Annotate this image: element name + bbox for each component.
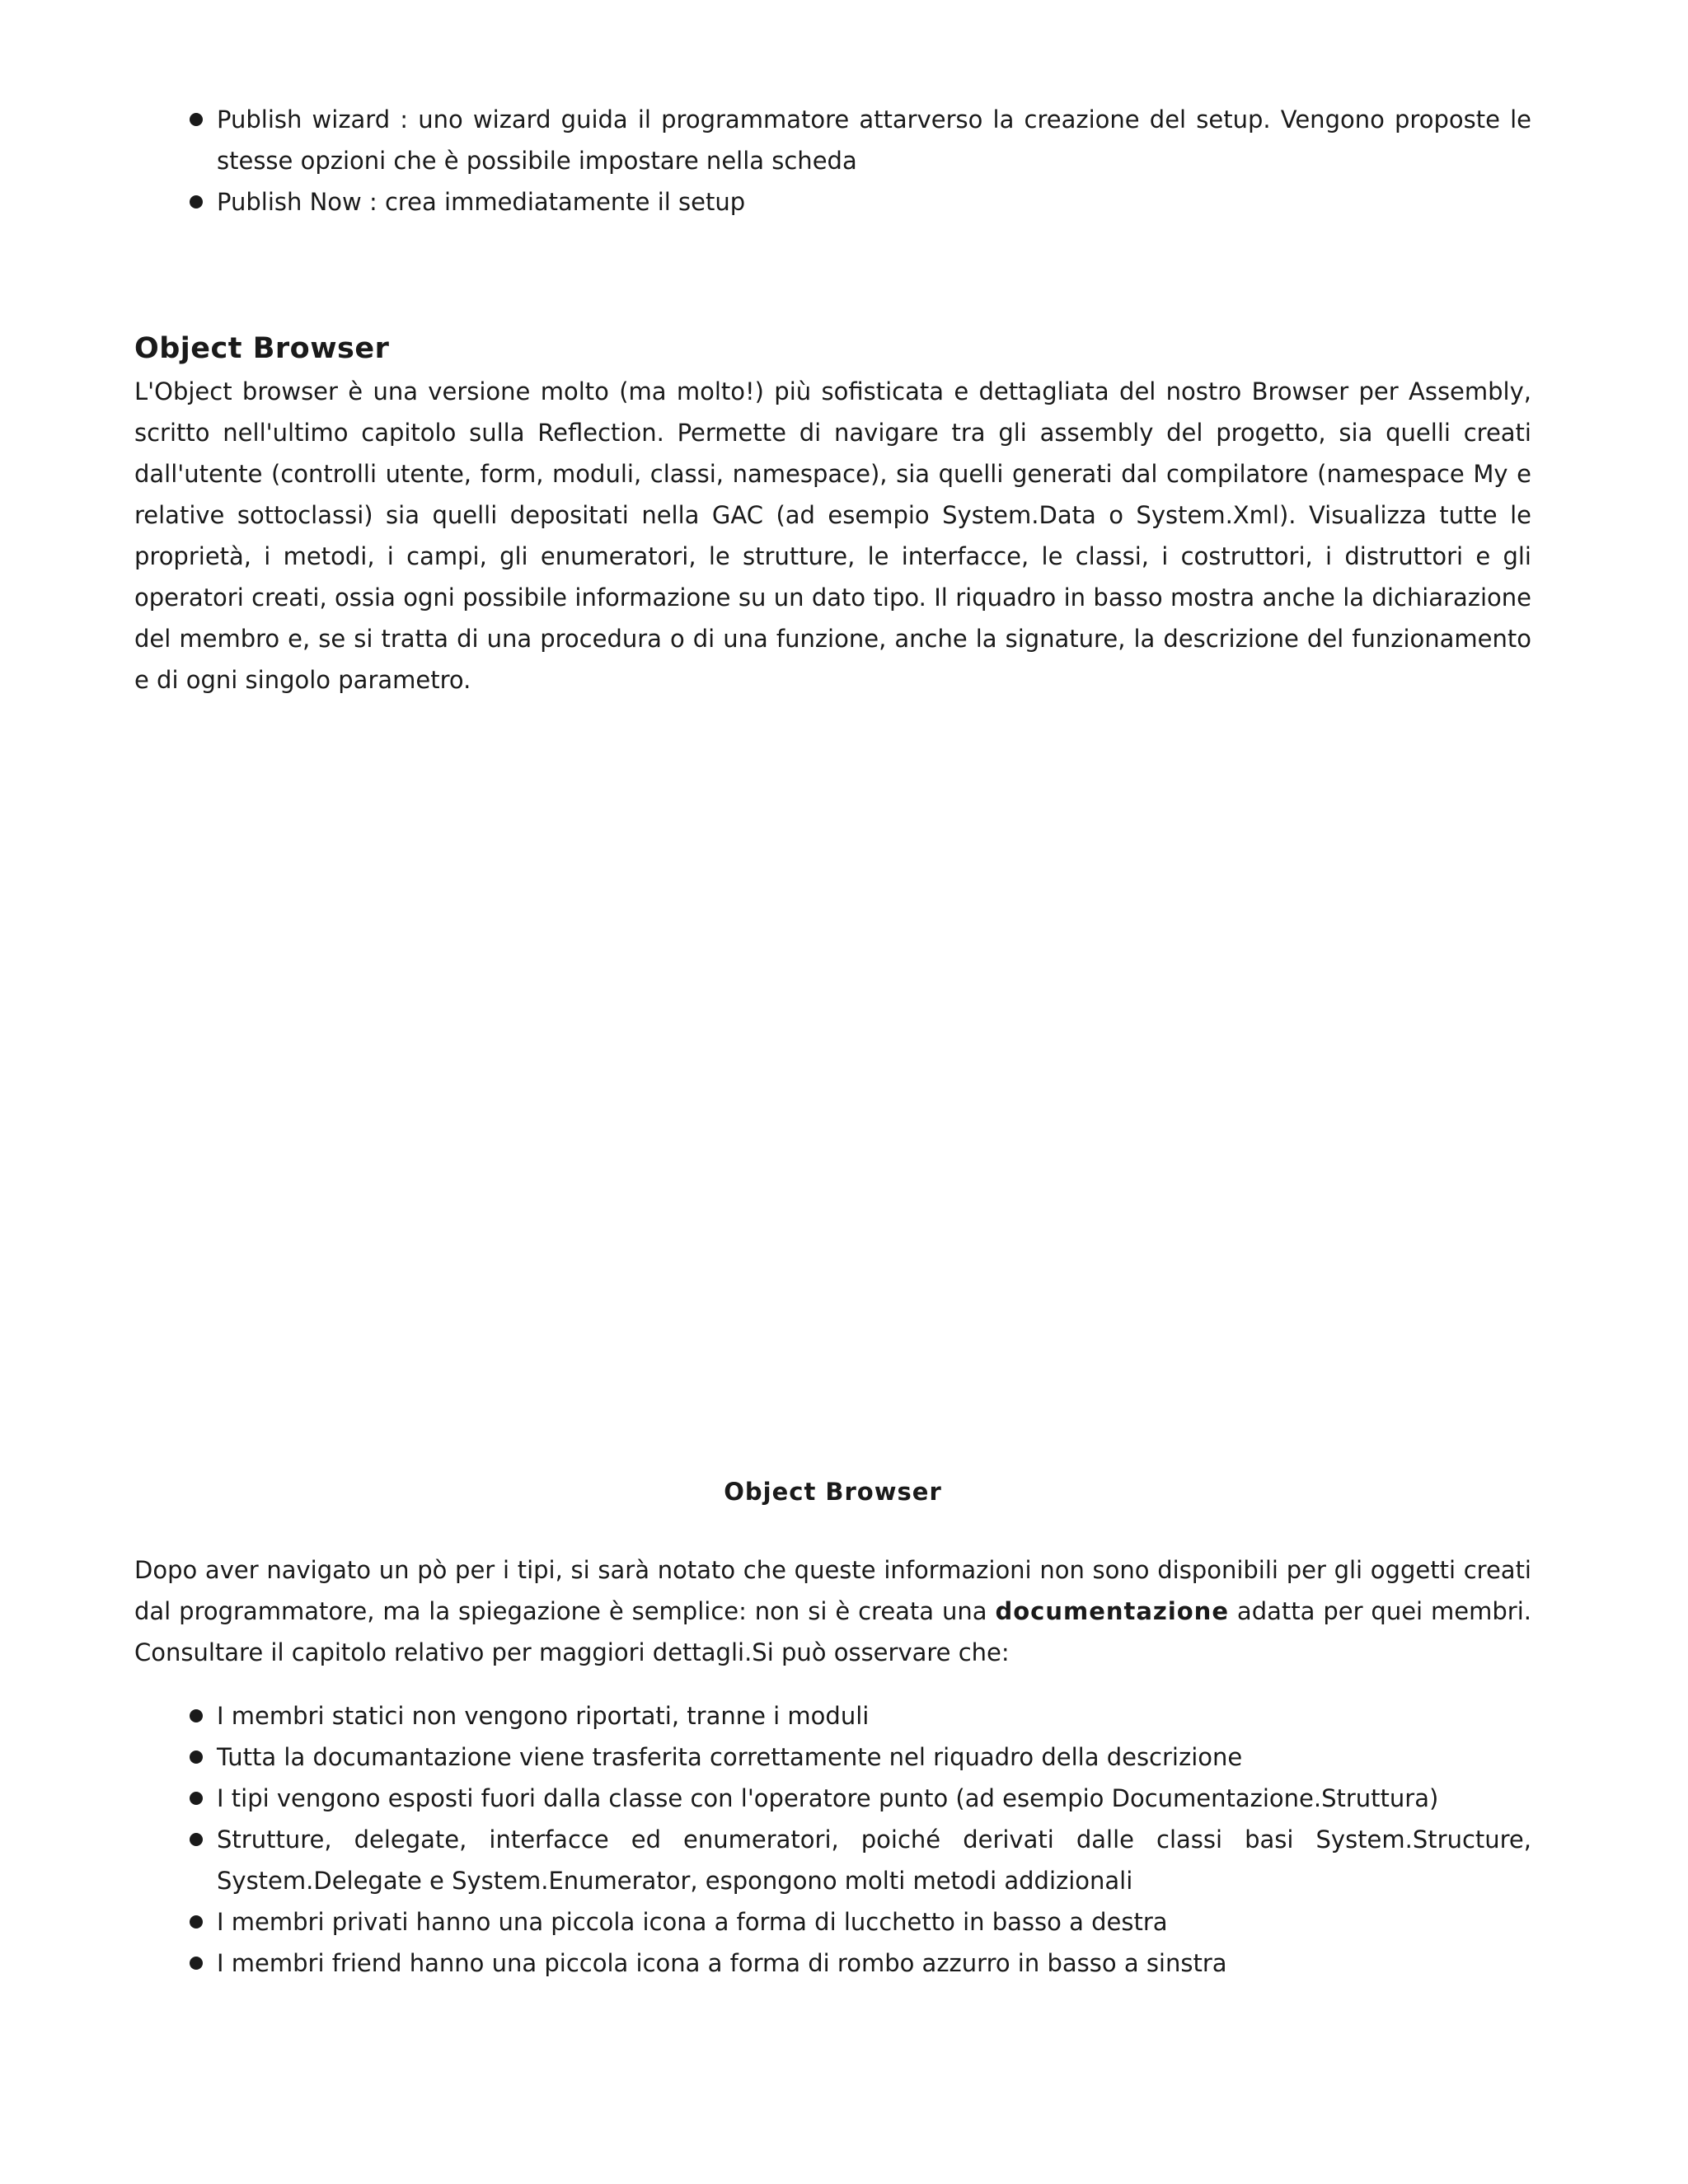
bullet-icon [190,113,203,126]
figure-placeholder [134,742,1531,1459]
list-item [134,1819,1531,1901]
bullet-icon [190,1915,203,1929]
emphasis-text: documentazione [995,1597,1229,1625]
list-item [134,1695,1531,1736]
bullet-icon [190,1833,203,1846]
list-item-text: Publish Now : crea immediatamente il setup [217,188,746,216]
list-item-text: Strutture, delegate, interfacce ed enumeratori, poiché derivati dalle classi basi System.Structure, System.Delegate e System.Enumerator, espongono molti metodi addizionali [217,1825,1531,1895]
list-item-text: I membri friend hanno una piccola icona a forma di rombo azzurro in basso a sinstra [217,1949,1227,1977]
section-paragraph: L'Object browser è una versione molto (ma molto!) più sofisticata e dettagliata del nostro Browser per Assembly, scritto nell'ultimo capitolo sulla Reflection. Permette di navigare tra gli assembly del progetto, sia quelli creati dall'utente (controlli utente, form, moduli, classi, namespace), sia quelli generati dal compilatore (namespace My e relative sottoclassi) sia quelli depositati nella GAC (ad esempio System.Data o System.Xml). Visualizza tutte le proprietà, i metodi, i campi, gli enumeratori, le strutture, le interfacce, le classi, i costruttori, i distruttori e gli operatori creati, ossia ogni possibile informazione su un dato tipo. Il riquadro in basso mostra anche la dichiarazione del membro e, se si tratta di una procedura o di una funzione, anche la signature, la descrizione del funzionamento e di ogni singolo parametro. [134,377,1531,694]
observations-list [134,1695,1531,1984]
body-paragraph [134,1549,1531,1673]
list-item-text: I membri statici non vengono riportati, tranne i moduli [217,1702,870,1730]
list-item-text: Tutta la documantazione viene trasferita correttamente nel riquadro della descrizione [217,1743,1243,1771]
publish-options-list [134,99,1531,223]
list-item [134,1778,1531,1819]
bullet-icon [190,1709,203,1722]
list-item-text: Publish wizard : uno wizard guida il programmatore attarverso la creazione del setup. Vengono proposte le stesse opzioni che è possibile impostare nella scheda [217,105,1531,175]
paragraph-text: Dopo aver navigato un pò per i tipi, si sarà notato che queste informazioni non sono disponibili per gli oggetti creati dal programmatore, ma la spiegazione è semplice: non si è creata una [134,1556,1531,1625]
list-item [134,99,1531,181]
bullet-icon [190,1750,203,1764]
bullet-icon [190,195,203,209]
list-item [134,1736,1531,1778]
paragraph-text: adatta per quei membri. Consultare il capitolo relativo per maggiori dettagli.Si può osservare che: [134,1597,1531,1666]
list-item-text: I tipi vengono esposti fuori dalla classe con l'operatore punto (ad esempio Documentazione.Struttura) [217,1784,1439,1812]
section-heading: Object Browser [134,332,390,365]
bullet-icon [190,1957,203,1970]
list-item [134,1901,1531,1943]
list-item [134,1943,1531,1984]
list-item-text: I membri privati hanno una piccola icona a forma di lucchetto in basso a destra [217,1908,1168,1936]
figure-caption: Object Browser [724,1478,942,1506]
list-item [134,181,1531,223]
bullet-icon [190,1792,203,1805]
